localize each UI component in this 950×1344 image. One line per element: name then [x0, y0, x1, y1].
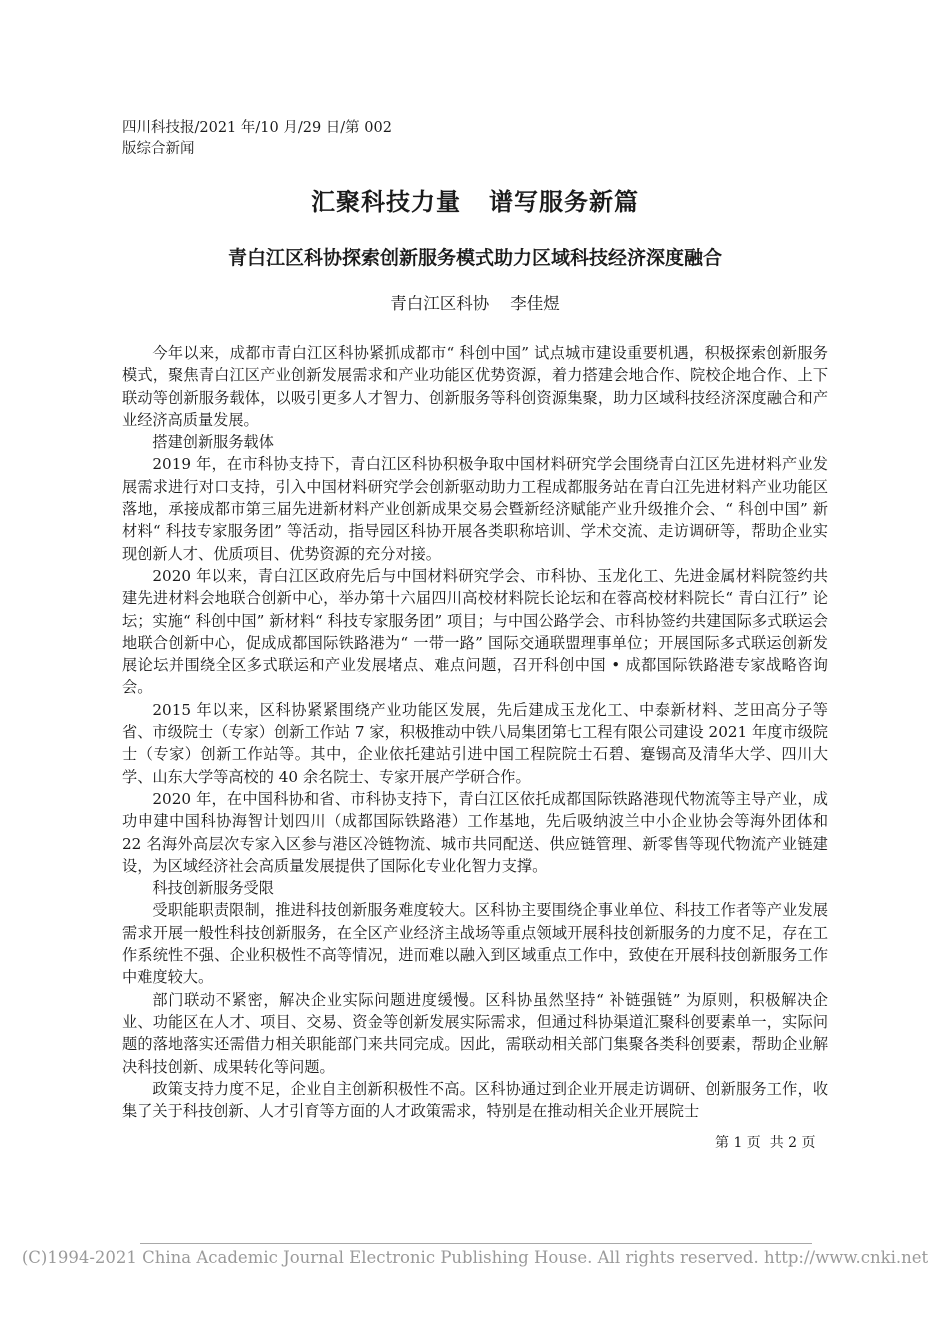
article-byline: 青白江区科协 李佳煜 — [390, 294, 560, 313]
section-heading: 搭建创新服务载体 — [152, 433, 274, 452]
article-subtitle: 青白江区科协探索创新服务模式助力区域科技经济深度融合 — [227, 247, 722, 269]
paragraph: 2015 年以来，区科协紧紧围绕产业功能区发展，先后建成玉龙化工、中泰新材料、芝田高分子等省、市级院士（专家）创新工作站 7 家，积极推动中铁八局集团第七工程有限公司建设 2021 年度市级院士（专家）创新工作站等。其中，企业依托建站引进中国工程院院士石碧、蹇锡高及清华大学、四川大学、山东大学等高校的 40 余名院士、专家开展产学研合作。 — [122, 700, 828, 786]
paragraph: 今年以来，成都市青白江区科协紧抓成都市“ 科创中国” 试点城市建设重要机遇，积极探索创新服务模式，聚焦青白江区产业创新发展需求和产业功能区优势资源，着力搭建会地合作、院校企地合作、上下联动等创新服务载体，以吸引更多人才智力、创新服务等科创资源集聚，助力区域科技经济深度融合和产业经济高质量发展。 — [122, 344, 828, 429]
paragraph: 2020 年以来，青白江区政府先后与中国材料研究学会、市科协、玉龙化工、先进金属材料院签约共建先进材料会地联合创新中心，举办第十六届四川高校材料院长论坛和在蓉高校材料院长“ 青白江行” 论坛；实施“ 科创中国” 新材料“ 科技专家服务团” 项目；与中国公路学会、市科协签约共建国际多式联运会地联合创新中心，促成成都国际铁路港为“ 一带一路” 国际交通联盟理事单位；开展国际多式联运创新发展论坛并围绕全区多式联运和产业发展堵点、难点问题，召开科创中国 • 成都国际铁路港专家战略咨询会。 — [122, 566, 828, 697]
source-line: 版综合新闻 — [122, 141, 195, 157]
paragraph: 2020 年，在中国科协和省、市科协支持下，青白江区依托成都国际铁路港现代物流等主导产业，成功申建中国科协海智计划四川（成都国际铁路港）工作基地，先后吸纳波兰中小企业协会等海外团体和 22 名海外高层次专家入区参与港区冷链物流、城市共同配送、供应链管理、新零售等现代物流产业链建设，为区域经济社会高质量发展提供了国际化专业化智力支撑。 — [122, 789, 828, 875]
paragraph: 部门联动不紧密，解决企业实际问题进度缓慢。区科协虽然坚持“ 补链强链” 为原则，积极解决企业、功能区在人才、项目、交易、资金等创新发展实际需求，但通过科协渠道汇聚科创要素单一，实际问题的落地落实还需借力相关职能部门来共同完成。因此，需联动相关部门集聚各类科创要素，帮助企业解决科技创新、成果转化等问题。 — [122, 990, 828, 1076]
article-body — [122, 342, 828, 1122]
paragraph: 受职能职责限制，推进科技创新服务难度较大。区科协主要围绕企事业单位、科技工作者等产业发展需求开展一般性科技创新服务，在全区产业经济主战场等重点领域开展科技创新服务的力度不足，存在工作系统性不强、企业积极性不高等情况，进而难以融入到区域重点工作中，致使在开展科技创新服务工作中难度较大。 — [122, 901, 828, 987]
publication-source — [122, 118, 452, 160]
source-line: 四川科技报/2021 年/10 月/29 日/第 002 — [122, 120, 392, 136]
paragraph: 政策支持力度不足，企业自主创新积极性不高。区科协通过到企业开展走访调研、创新服务工作，收集了关于科技创新、人才引育等方面的人才政策需求，特别是在推动相关企业开展院士 — [122, 1079, 828, 1121]
article-title: 汇聚科技力量 谱写服务新篇 — [310, 188, 640, 216]
paragraph: 2019 年，在市科协支持下，青白江区科协积极争取中国材料研究学会围绕青白江区先进材料产业发展需求进行对口支持，引入中国材料研究学会创新驱动助力工程成都服务站在青白江先进材料产业功能区落地，承接成都市第三届先进新材料产业创新成果交易会暨新经济赋能产业升级推介会、“ 科创中国” 新材料“ 科技专家服务团” 等活动，指导园区科协开展各类职称培训、学术交流、走访调研等，帮助企业实现创新人才、优质项目、优势资源的充分对接。 — [122, 455, 828, 563]
copyright-notice: (C)1994-2021 China Academic Journal Electronic Publishing House. All rights reserved. http://www.cnki.net — [21, 1248, 929, 1267]
page-number: 第 1 页 共 2 页 — [715, 1135, 816, 1151]
section-heading: 科技创新服务受限 — [152, 879, 274, 898]
footer-divider — [140, 1243, 812, 1244]
